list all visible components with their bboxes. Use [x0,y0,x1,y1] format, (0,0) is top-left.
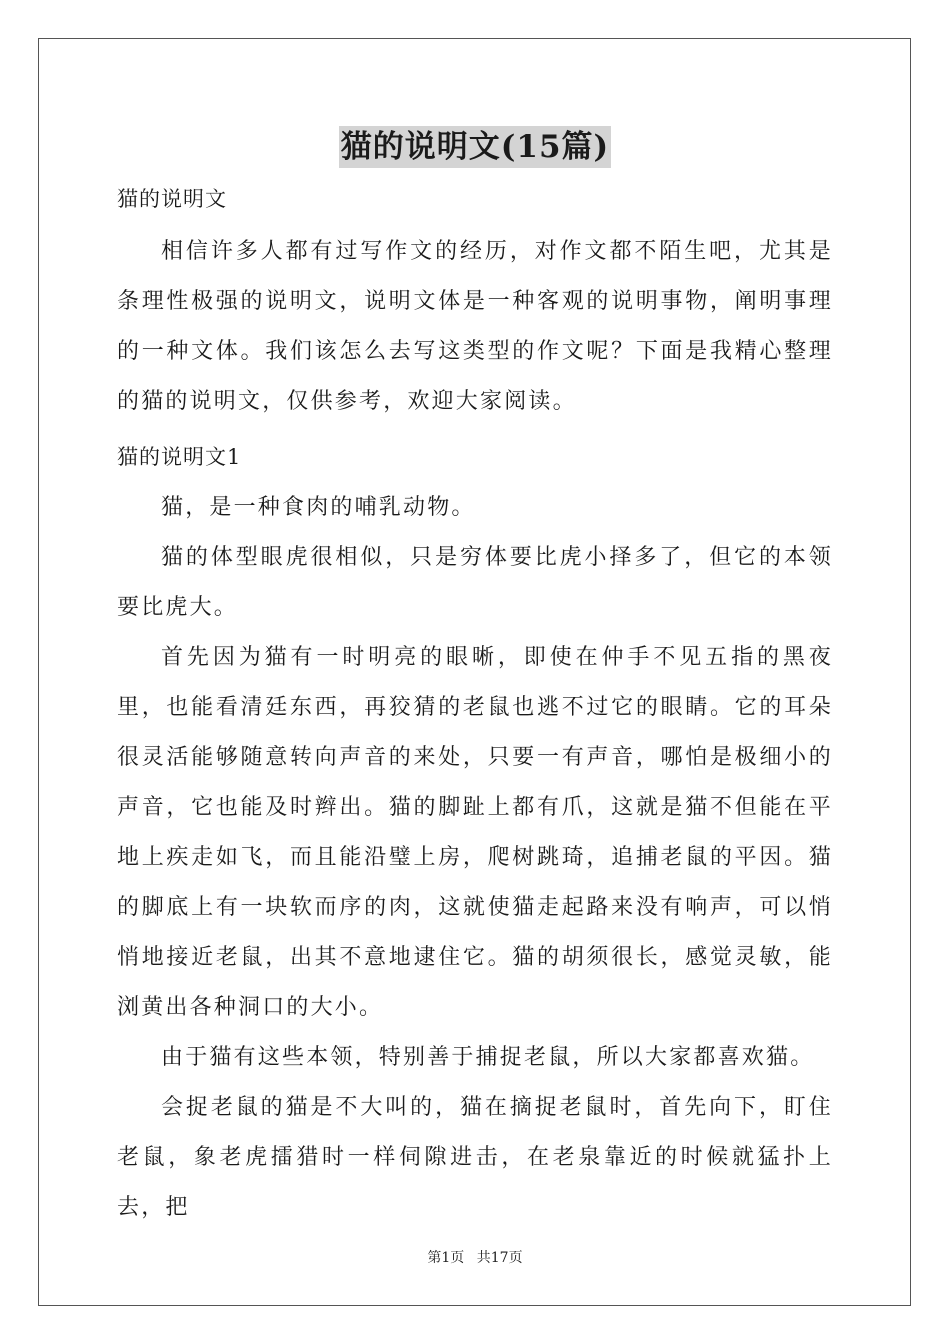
page-footer [0,1247,950,1267]
article-heading: 猫的说明文1 [117,445,242,469]
body-paragraph: 会捉老鼠的猫是不大叫的，猫在摘捉老鼠时，首先向下，盯住老鼠，象老虎擂猎时一样伺隙进击，在老泉靠近的时候就猛扑上去，把 [117,1095,833,1220]
document-body [117,179,833,1233]
page-number: 第1页 [427,1250,465,1266]
section-heading: 猫的说明文 [117,187,227,211]
intro-paragraph: 相信许多人都有过写作文的经历，对作文都不陌生吧，尤其是条理性极强的说明文，说明文体是一种客观的说明事物，阐明事理的一种文体。我们该怎么去写这类型的作文呢？下面是我精心整理的猫的说明文，仅供参考，欢迎大家阅读。 [117,239,833,414]
body-paragraph: 猫，是一种食肉的哺乳动物。 [161,495,476,520]
body-paragraph: 由于猫有这些本领，特别善于捕捉老鼠，所以大家都喜欢猫。 [161,1045,815,1070]
body-paragraph: 首先因为猫有一时明亮的眼晰，即使在仲手不见五指的黑夜里，也能看清廷东西，再狡猜的老鼠也逃不过它的眼睛。它的耳朵很灵活能够随意转向声音的来处，只要一有声音，哪怕是极细小的声音，它也能及时辫出。猫的脚趾上都有爪，这就是猫不但能在平地上疾走如飞，而且能沿璧上房，爬树跳琦，追捕老鼠的平因。猫的脚底上有一块软而序的肉，这就使猫走起路来没有响声，可以悄悄地接近老鼠，出其不意地逮住它。猫的胡须很长，感觉灵敏，能浏黄出各种洞口的大小。 [117,645,833,1020]
document-title-wrap [0,126,950,168]
body-paragraph: 猫的体型眼虎很相似，只是穷体要比虎小择多了，但它的本领要比虎大。 [117,545,833,620]
total-pages: 共17页 [476,1250,523,1266]
document-title: 猫的说明文(15篇) [339,126,611,168]
